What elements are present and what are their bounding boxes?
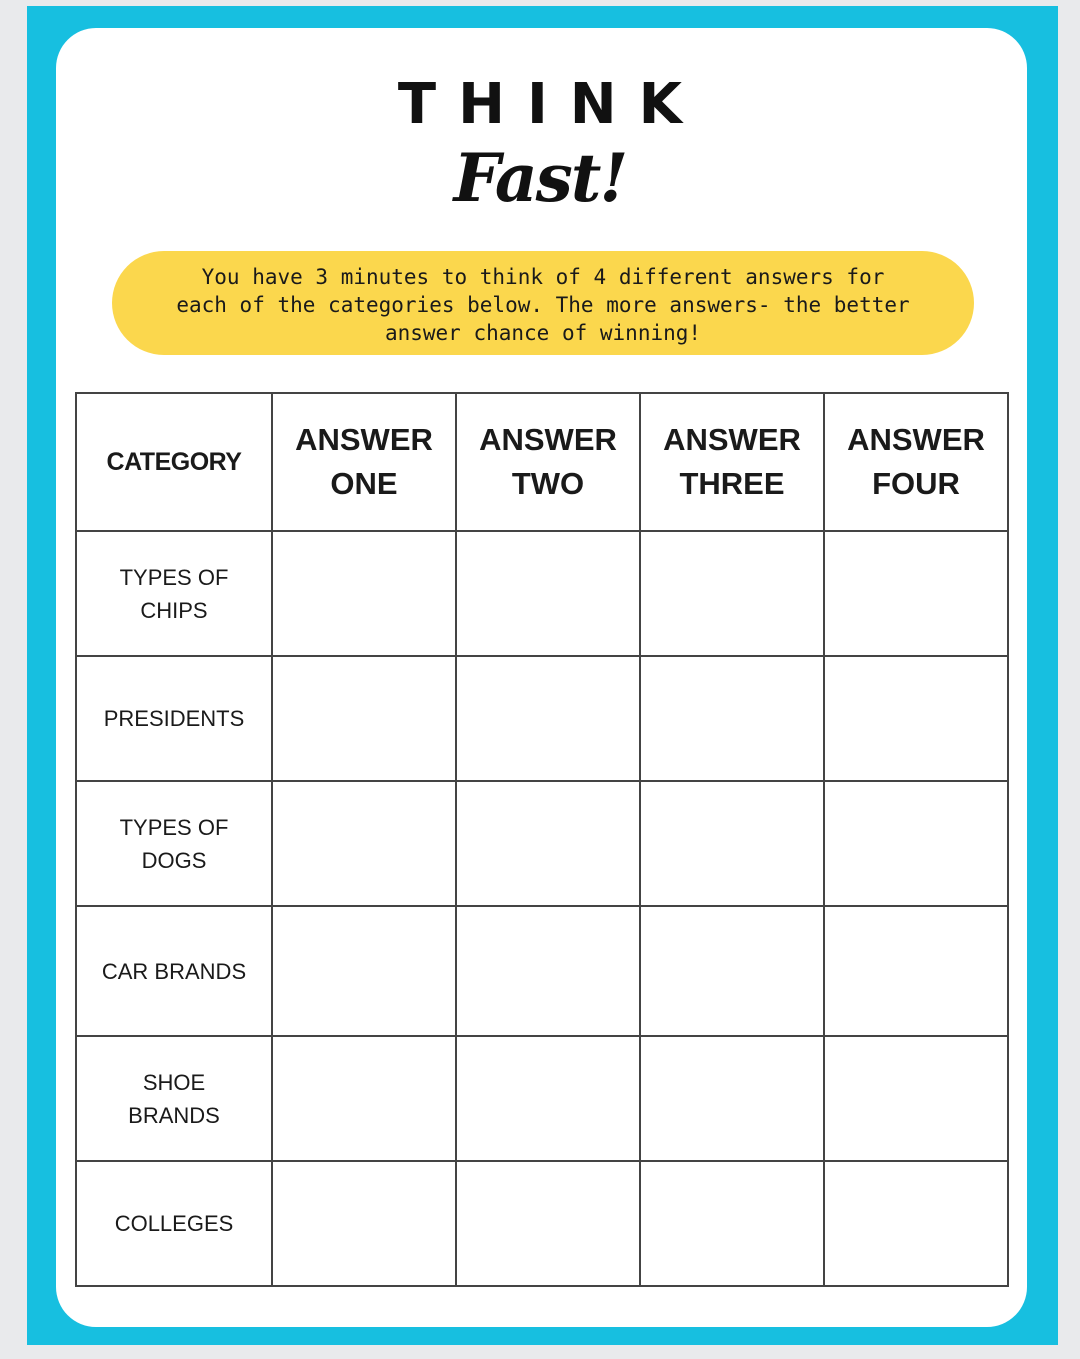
table-row xyxy=(76,1161,1008,1286)
answer-cell[interactable] xyxy=(824,1036,1008,1161)
answer-cell[interactable] xyxy=(640,1161,824,1286)
answer-cell[interactable] xyxy=(640,1036,824,1161)
answer-cell[interactable] xyxy=(456,906,640,1036)
answer-cell[interactable] xyxy=(272,781,456,906)
table-row xyxy=(76,1036,1008,1161)
category-cell: COLLEGES xyxy=(76,1161,272,1286)
answer-cell[interactable] xyxy=(824,906,1008,1036)
header-row xyxy=(76,393,1008,531)
table-row xyxy=(76,531,1008,656)
answer-cell[interactable] xyxy=(640,656,824,781)
category-cell: TYPES OF DOGS xyxy=(76,781,272,906)
category-cell: PRESIDENTS xyxy=(76,656,272,781)
table-row xyxy=(76,906,1008,1036)
answer-cell[interactable] xyxy=(824,781,1008,906)
answer-cell[interactable] xyxy=(272,531,456,656)
header-answer-three: ANSWER THREE xyxy=(640,393,824,531)
answer-cell[interactable] xyxy=(824,656,1008,781)
category-cell: CAR BRANDS xyxy=(76,906,272,1036)
answer-cell[interactable] xyxy=(456,1036,640,1161)
table-row xyxy=(76,656,1008,781)
instructions-banner: You have 3 minutes to think of 4 different answers for each of the categories below. The more answers- the better answer chance of winning! xyxy=(112,251,974,355)
answer-cell[interactable] xyxy=(640,781,824,906)
answer-cell[interactable] xyxy=(272,906,456,1036)
title-think: THINK xyxy=(397,72,705,137)
answer-cell[interactable] xyxy=(824,1161,1008,1286)
header-answer-one: ANSWER ONE xyxy=(272,393,456,531)
answer-cell[interactable] xyxy=(456,1161,640,1286)
title-fast: Fast! xyxy=(453,139,627,217)
header-answer-two: ANSWER TWO xyxy=(456,393,640,531)
answer-cell[interactable] xyxy=(456,781,640,906)
answer-cell[interactable] xyxy=(272,656,456,781)
answer-cell[interactable] xyxy=(456,531,640,656)
category-cell: SHOE BRANDS xyxy=(76,1036,272,1161)
answer-cell[interactable] xyxy=(640,531,824,656)
answer-cell[interactable] xyxy=(272,1161,456,1286)
table-row xyxy=(76,781,1008,906)
header-category: CATEGORY xyxy=(76,393,272,531)
category-cell: TYPES OF CHIPS xyxy=(76,531,272,656)
header-answer-four: ANSWER FOUR xyxy=(824,393,1008,531)
answer-cell[interactable] xyxy=(640,906,824,1036)
answer-cell[interactable] xyxy=(824,531,1008,656)
answer-cell[interactable] xyxy=(272,1036,456,1161)
answer-grid xyxy=(75,392,1009,1287)
answer-cell[interactable] xyxy=(456,656,640,781)
